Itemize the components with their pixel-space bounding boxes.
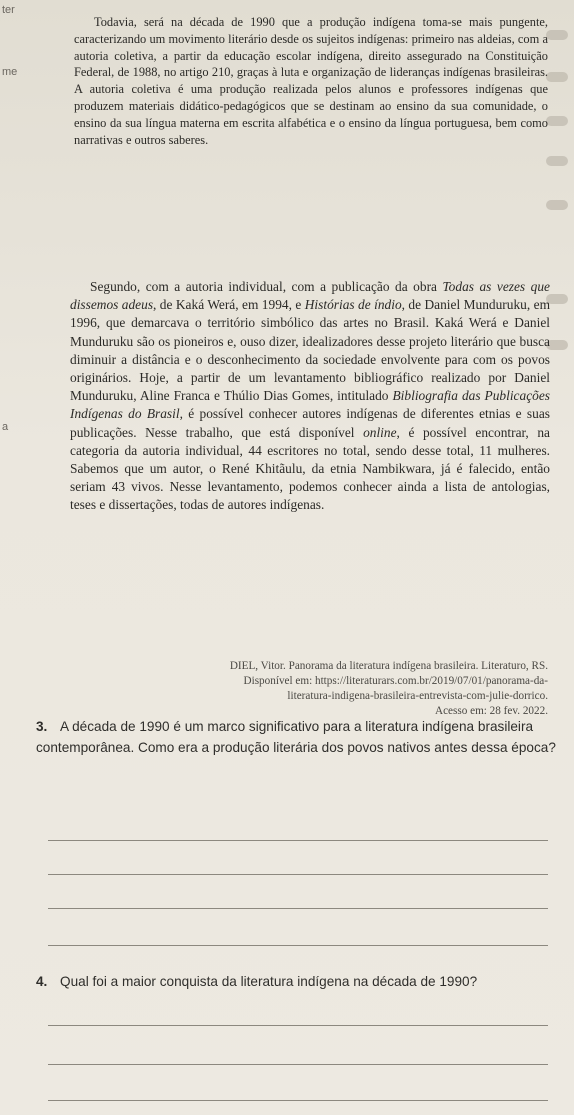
margin-mark xyxy=(546,116,568,126)
margin-fragment: me xyxy=(2,66,18,78)
answer-line[interactable] xyxy=(48,840,548,841)
text-run: Segundo, com a autoria individual, com a publicação da obra xyxy=(90,279,443,294)
question-4 xyxy=(36,971,556,992)
source-citation xyxy=(70,659,548,719)
passage-paragraph-1 xyxy=(74,14,548,148)
text-run: , é possível conhecer autores indígenas de diferentes etnias e suas publicações. Nesse trabalho, que está disponível xyxy=(70,406,550,440)
paragraph-text: Todavia, será na década de 1990 que a produção indígena toma-se mais pungente, caracterizando um movimento literário desde os sujeitos indígenas: primeiro nas aldeias, com a autoria coletiva, a partir da educação escolar indígena, direito assegurado na Constituição Federal, de 1988, no artigo 210, graças à luta e organização de lideranças indígenas brasileiras. A autoria coletiva é uma produção realizada pelos alunos e professores indígenas que produzem materiais didático-pedagógicos que se destinam ao ensino da sua comunidade, o ensino da sua língua materna em escrita alfabética e o ensino da língua portuguesa, bem como narrativas e outros saberes. xyxy=(74,15,548,147)
question-text: A década de 1990 é um marco significativo para a literatura indígena brasileira contemporânea. Como era a produção literária dos povos nativos antes dessa época? xyxy=(36,719,556,755)
passage-paragraph-2 xyxy=(70,278,550,515)
answer-line[interactable] xyxy=(48,945,548,946)
left-margin-fragments xyxy=(0,0,38,500)
answer-line[interactable] xyxy=(48,1064,548,1065)
citation-line: DIEL, Vitor. Panorama da literatura indígena brasileira. Literaturo, RS. xyxy=(229,660,548,672)
italic-title: Bibliografia das Publicações Indígenas do Brasil xyxy=(70,388,550,422)
answer-line[interactable] xyxy=(48,1100,548,1101)
answer-line[interactable] xyxy=(48,908,548,909)
citation-line: Acesso em: 28 fev. 2022. xyxy=(435,705,548,717)
question-3 xyxy=(36,716,556,758)
margin-mark xyxy=(546,72,568,82)
answer-line[interactable] xyxy=(48,1025,548,1026)
question-number: 3. xyxy=(36,719,48,734)
text-run: , de Daniel Munduruku, em 1996, que demarcava o território simbólico das artes no Brasil. Kaká Werá e Daniel Munduruku são os pioneiros e, ouso dizer, idealizadores desse projeto literário que busca diminuir a distância e o desconhecimento da sociedade envolvente para com os povos originários. Hoje, a partir de um levantamento bibliográfico realizado por Daniel Munduruku, Aline Franca e Thúlio Dias Gomes, intitulado xyxy=(70,297,550,404)
question-text: Qual foi a maior conquista da literatura indígena na década de 1990? xyxy=(60,974,478,989)
citation-line: Disponível em: https://literaturars.com.br/2019/07/01/panorama-da- xyxy=(243,675,548,687)
margin-mark xyxy=(546,200,568,210)
paragraph-text xyxy=(70,278,550,515)
italic-title: Histórias de índio xyxy=(304,297,402,313)
margin-mark xyxy=(546,30,568,40)
italic-title: Todas as vezes que dissemos adeus xyxy=(70,279,550,313)
text-run: , de Kaká Werá, em 1994, e xyxy=(153,297,305,313)
italic-title: online xyxy=(363,424,397,440)
margin-fragment: a xyxy=(2,421,9,433)
margin-fragment: ter xyxy=(2,4,15,16)
citation-line: literatura-indigena-brasileira-entrevista-com-julie-dorrico. xyxy=(287,690,548,702)
text-run: , é possível encontrar, na categoria da autoria individual, 44 escritores no total, sendo desse total, 11 mulheres. Sabemos que um autor, o René Khitãulu, da etnia Nambikwara, já é falecido, então seriam 43 vivos. Nesse levantamento, podemos conhecer ainda a lista de antologias, teses e dissertações, todas de autores indígenas. xyxy=(70,424,550,513)
question-number: 4. xyxy=(36,974,48,989)
answer-line[interactable] xyxy=(48,874,548,875)
margin-mark xyxy=(546,156,568,166)
